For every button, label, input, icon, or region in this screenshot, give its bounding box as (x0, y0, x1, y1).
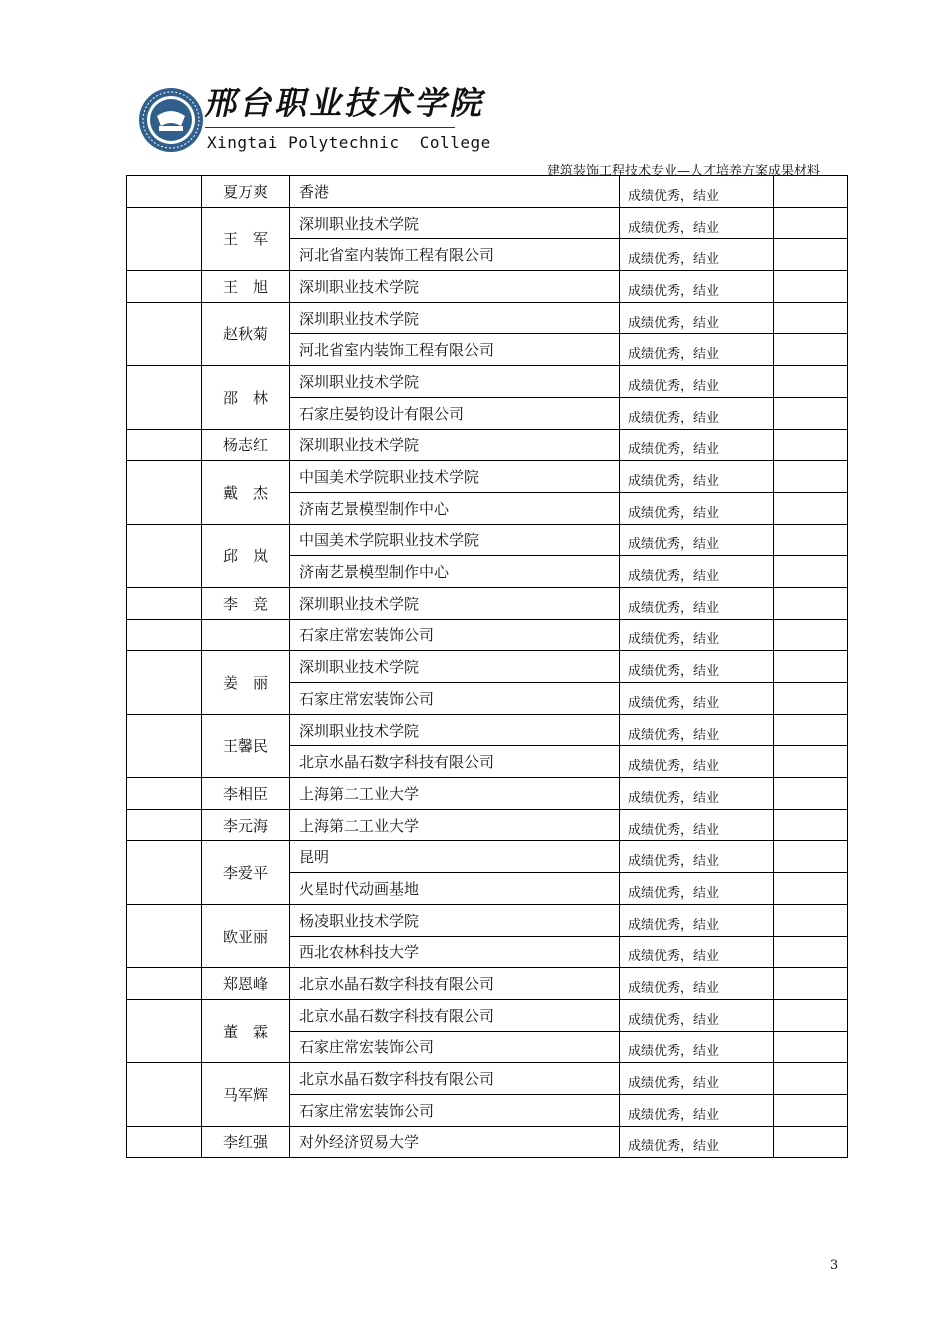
trainee-name: 戴 杰 (202, 461, 290, 524)
remarks-cell (774, 904, 848, 936)
page-header (0, 0, 950, 180)
remarks-cell (774, 651, 848, 683)
trainee-name: 李红强 (202, 1126, 290, 1158)
trainee-name: 王馨民 (202, 714, 290, 777)
training-institution: 石家庄常宏装饰公司 (290, 683, 620, 715)
trainee-name: 马军辉 (202, 1063, 290, 1126)
training-result: 成绩优秀，结业 (620, 1094, 774, 1126)
training-result: 成绩优秀，结业 (620, 524, 774, 556)
trainee-name: 邵 林 (202, 366, 290, 429)
trainee-name: 杨志红 (202, 429, 290, 461)
training-institution: 石家庄常宏装饰公司 (290, 619, 620, 651)
training-institution: 北京水晶石数字科技有限公司 (290, 968, 620, 1000)
training-result: 成绩优秀，结业 (620, 651, 774, 683)
training-result: 成绩优秀，结业 (620, 619, 774, 651)
training-result: 成绩优秀，结业 (620, 778, 774, 810)
training-result: 成绩优秀，结业 (620, 207, 774, 239)
row-index-cell (127, 714, 202, 777)
training-roster-table (126, 175, 848, 1158)
table-row (127, 999, 848, 1031)
trainee-name: 李相臣 (202, 778, 290, 810)
table-row (127, 207, 848, 239)
trainee-name: 郑恩峰 (202, 968, 290, 1000)
training-institution: 上海第二工业大学 (290, 809, 620, 841)
trainee-name (202, 619, 290, 651)
table-row (127, 778, 848, 810)
training-result: 成绩优秀，结业 (620, 841, 774, 873)
row-index-cell (127, 176, 202, 208)
training-institution: 昆明 (290, 841, 620, 873)
remarks-cell (774, 1063, 848, 1095)
row-index-cell (127, 461, 202, 524)
row-index-cell (127, 1063, 202, 1126)
remarks-cell (774, 1126, 848, 1158)
training-result: 成绩优秀，结业 (620, 714, 774, 746)
remarks-cell (774, 524, 848, 556)
training-result: 成绩优秀，结业 (620, 746, 774, 778)
remarks-cell (774, 207, 848, 239)
remarks-cell (774, 841, 848, 873)
training-institution: 河北省室内装饰工程有限公司 (290, 334, 620, 366)
remarks-cell (774, 1094, 848, 1126)
remarks-cell (774, 746, 848, 778)
training-result: 成绩优秀，结业 (620, 999, 774, 1031)
training-result: 成绩优秀，结业 (620, 904, 774, 936)
remarks-cell (774, 334, 848, 366)
training-institution: 中国美术学院职业技术学院 (290, 461, 620, 493)
training-institution: 深圳职业技术学院 (290, 271, 620, 303)
training-result: 成绩优秀，结业 (620, 429, 774, 461)
remarks-cell (774, 936, 848, 968)
remarks-cell (774, 556, 848, 588)
remarks-cell (774, 397, 848, 429)
remarks-cell (774, 714, 848, 746)
table-row (127, 461, 848, 493)
training-institution: 香港 (290, 176, 620, 208)
page-number: 3 (830, 1258, 839, 1273)
trainee-name: 邱 岚 (202, 524, 290, 587)
training-result: 成绩优秀，结业 (620, 1031, 774, 1063)
document-title: 建筑装饰工程技术专业—人才培养方案成果材料 (546, 164, 820, 179)
table-row (127, 841, 848, 873)
training-institution: 深圳职业技术学院 (290, 207, 620, 239)
trainee-name: 王 军 (202, 207, 290, 270)
training-institution: 北京水晶石数字科技有限公司 (290, 1063, 620, 1095)
table-row (127, 809, 848, 841)
row-index-cell (127, 651, 202, 714)
training-result: 成绩优秀，结业 (620, 366, 774, 398)
training-institution: 深圳职业技术学院 (290, 587, 620, 619)
table-row (127, 1063, 848, 1095)
row-index-cell (127, 271, 202, 303)
training-institution: 火星时代动画基地 (290, 873, 620, 905)
trainee-name: 欧亚丽 (202, 904, 290, 967)
table-row (127, 524, 848, 556)
training-institution: 河北省室内装饰工程有限公司 (290, 239, 620, 271)
table-row (127, 714, 848, 746)
training-result: 成绩优秀，结业 (620, 556, 774, 588)
training-institution: 深圳职业技术学院 (290, 366, 620, 398)
trainee-name: 赵秋菊 (202, 302, 290, 365)
row-index-cell (127, 1126, 202, 1158)
table-row (127, 619, 848, 651)
training-institution: 杨凌职业技术学院 (290, 904, 620, 936)
training-result: 成绩优秀，结业 (620, 968, 774, 1000)
training-institution: 济南艺景模型制作中心 (290, 492, 620, 524)
training-result: 成绩优秀，结业 (620, 397, 774, 429)
college-name-cn: 邢台职业技术学院 (202, 84, 491, 122)
row-index-cell (127, 587, 202, 619)
remarks-cell (774, 683, 848, 715)
table-row (127, 302, 848, 334)
remarks-cell (774, 366, 848, 398)
training-result: 成绩优秀，结业 (620, 936, 774, 968)
training-institution: 深圳职业技术学院 (290, 302, 620, 334)
row-index-cell (127, 968, 202, 1000)
trainee-name: 李爱平 (202, 841, 290, 904)
training-institution: 对外经济贸易大学 (290, 1126, 620, 1158)
training-result: 成绩优秀，结业 (620, 587, 774, 619)
training-institution: 石家庄晏钧设计有限公司 (290, 397, 620, 429)
training-institution: 石家庄常宏装饰公司 (290, 1031, 620, 1063)
remarks-cell (774, 302, 848, 334)
trainee-name: 董 霖 (202, 999, 290, 1062)
training-result: 成绩优秀，结业 (620, 492, 774, 524)
training-result: 成绩优秀，结业 (620, 809, 774, 841)
training-result: 成绩优秀，结业 (620, 1063, 774, 1095)
training-institution: 上海第二工业大学 (290, 778, 620, 810)
remarks-cell (774, 587, 848, 619)
training-result: 成绩优秀，结业 (620, 176, 774, 208)
remarks-cell (774, 461, 848, 493)
remarks-cell (774, 1031, 848, 1063)
table-row (127, 651, 848, 683)
table-row (127, 904, 848, 936)
training-result: 成绩优秀，结业 (620, 873, 774, 905)
table-row (127, 366, 848, 398)
training-result: 成绩优秀，结业 (620, 1126, 774, 1158)
remarks-cell (774, 239, 848, 271)
table-row (127, 1126, 848, 1158)
row-index-cell (127, 809, 202, 841)
row-index-cell (127, 366, 202, 429)
training-institution: 北京水晶石数字科技有限公司 (290, 746, 620, 778)
trainee-name: 李元海 (202, 809, 290, 841)
training-institution: 深圳职业技术学院 (290, 651, 620, 683)
training-institution: 石家庄常宏装饰公司 (290, 1094, 620, 1126)
training-institution: 济南艺景模型制作中心 (290, 556, 620, 588)
row-index-cell (127, 778, 202, 810)
row-index-cell (127, 619, 202, 651)
training-institution: 西北农林科技大学 (290, 936, 620, 968)
table-row (127, 176, 848, 208)
table-row (127, 429, 848, 461)
remarks-cell (774, 619, 848, 651)
trainee-name: 姜 丽 (202, 651, 290, 714)
row-index-cell (127, 524, 202, 587)
remarks-cell (774, 492, 848, 524)
training-institution: 深圳职业技术学院 (290, 429, 620, 461)
remarks-cell (774, 429, 848, 461)
trainee-name: 夏万爽 (202, 176, 290, 208)
training-result: 成绩优秀，结业 (620, 461, 774, 493)
training-institution: 深圳职业技术学院 (290, 714, 620, 746)
remarks-cell (774, 271, 848, 303)
remarks-cell (774, 176, 848, 208)
training-result: 成绩优秀，结业 (620, 302, 774, 334)
row-index-cell (127, 841, 202, 904)
logo-divider (205, 127, 455, 128)
row-index-cell (127, 999, 202, 1062)
remarks-cell (774, 999, 848, 1031)
remarks-cell (774, 809, 848, 841)
row-index-cell (127, 904, 202, 967)
row-index-cell (127, 302, 202, 365)
college-name-en: Xingtai Polytechnic College (207, 133, 491, 152)
trainee-name: 李 竞 (202, 587, 290, 619)
training-result: 成绩优秀，结业 (620, 683, 774, 715)
remarks-cell (774, 873, 848, 905)
remarks-cell (774, 778, 848, 810)
college-seal-icon (137, 86, 205, 154)
training-result: 成绩优秀，结业 (620, 239, 774, 271)
table-row (127, 968, 848, 1000)
roster-body (127, 176, 848, 1158)
training-result: 成绩优秀，结业 (620, 334, 774, 366)
row-index-cell (127, 429, 202, 461)
table-row (127, 587, 848, 619)
table-row (127, 271, 848, 303)
training-institution: 北京水晶石数字科技有限公司 (290, 999, 620, 1031)
row-index-cell (127, 207, 202, 270)
remarks-cell (774, 968, 848, 1000)
trainee-name: 王 旭 (202, 271, 290, 303)
training-institution: 中国美术学院职业技术学院 (290, 524, 620, 556)
training-result: 成绩优秀，结业 (620, 271, 774, 303)
